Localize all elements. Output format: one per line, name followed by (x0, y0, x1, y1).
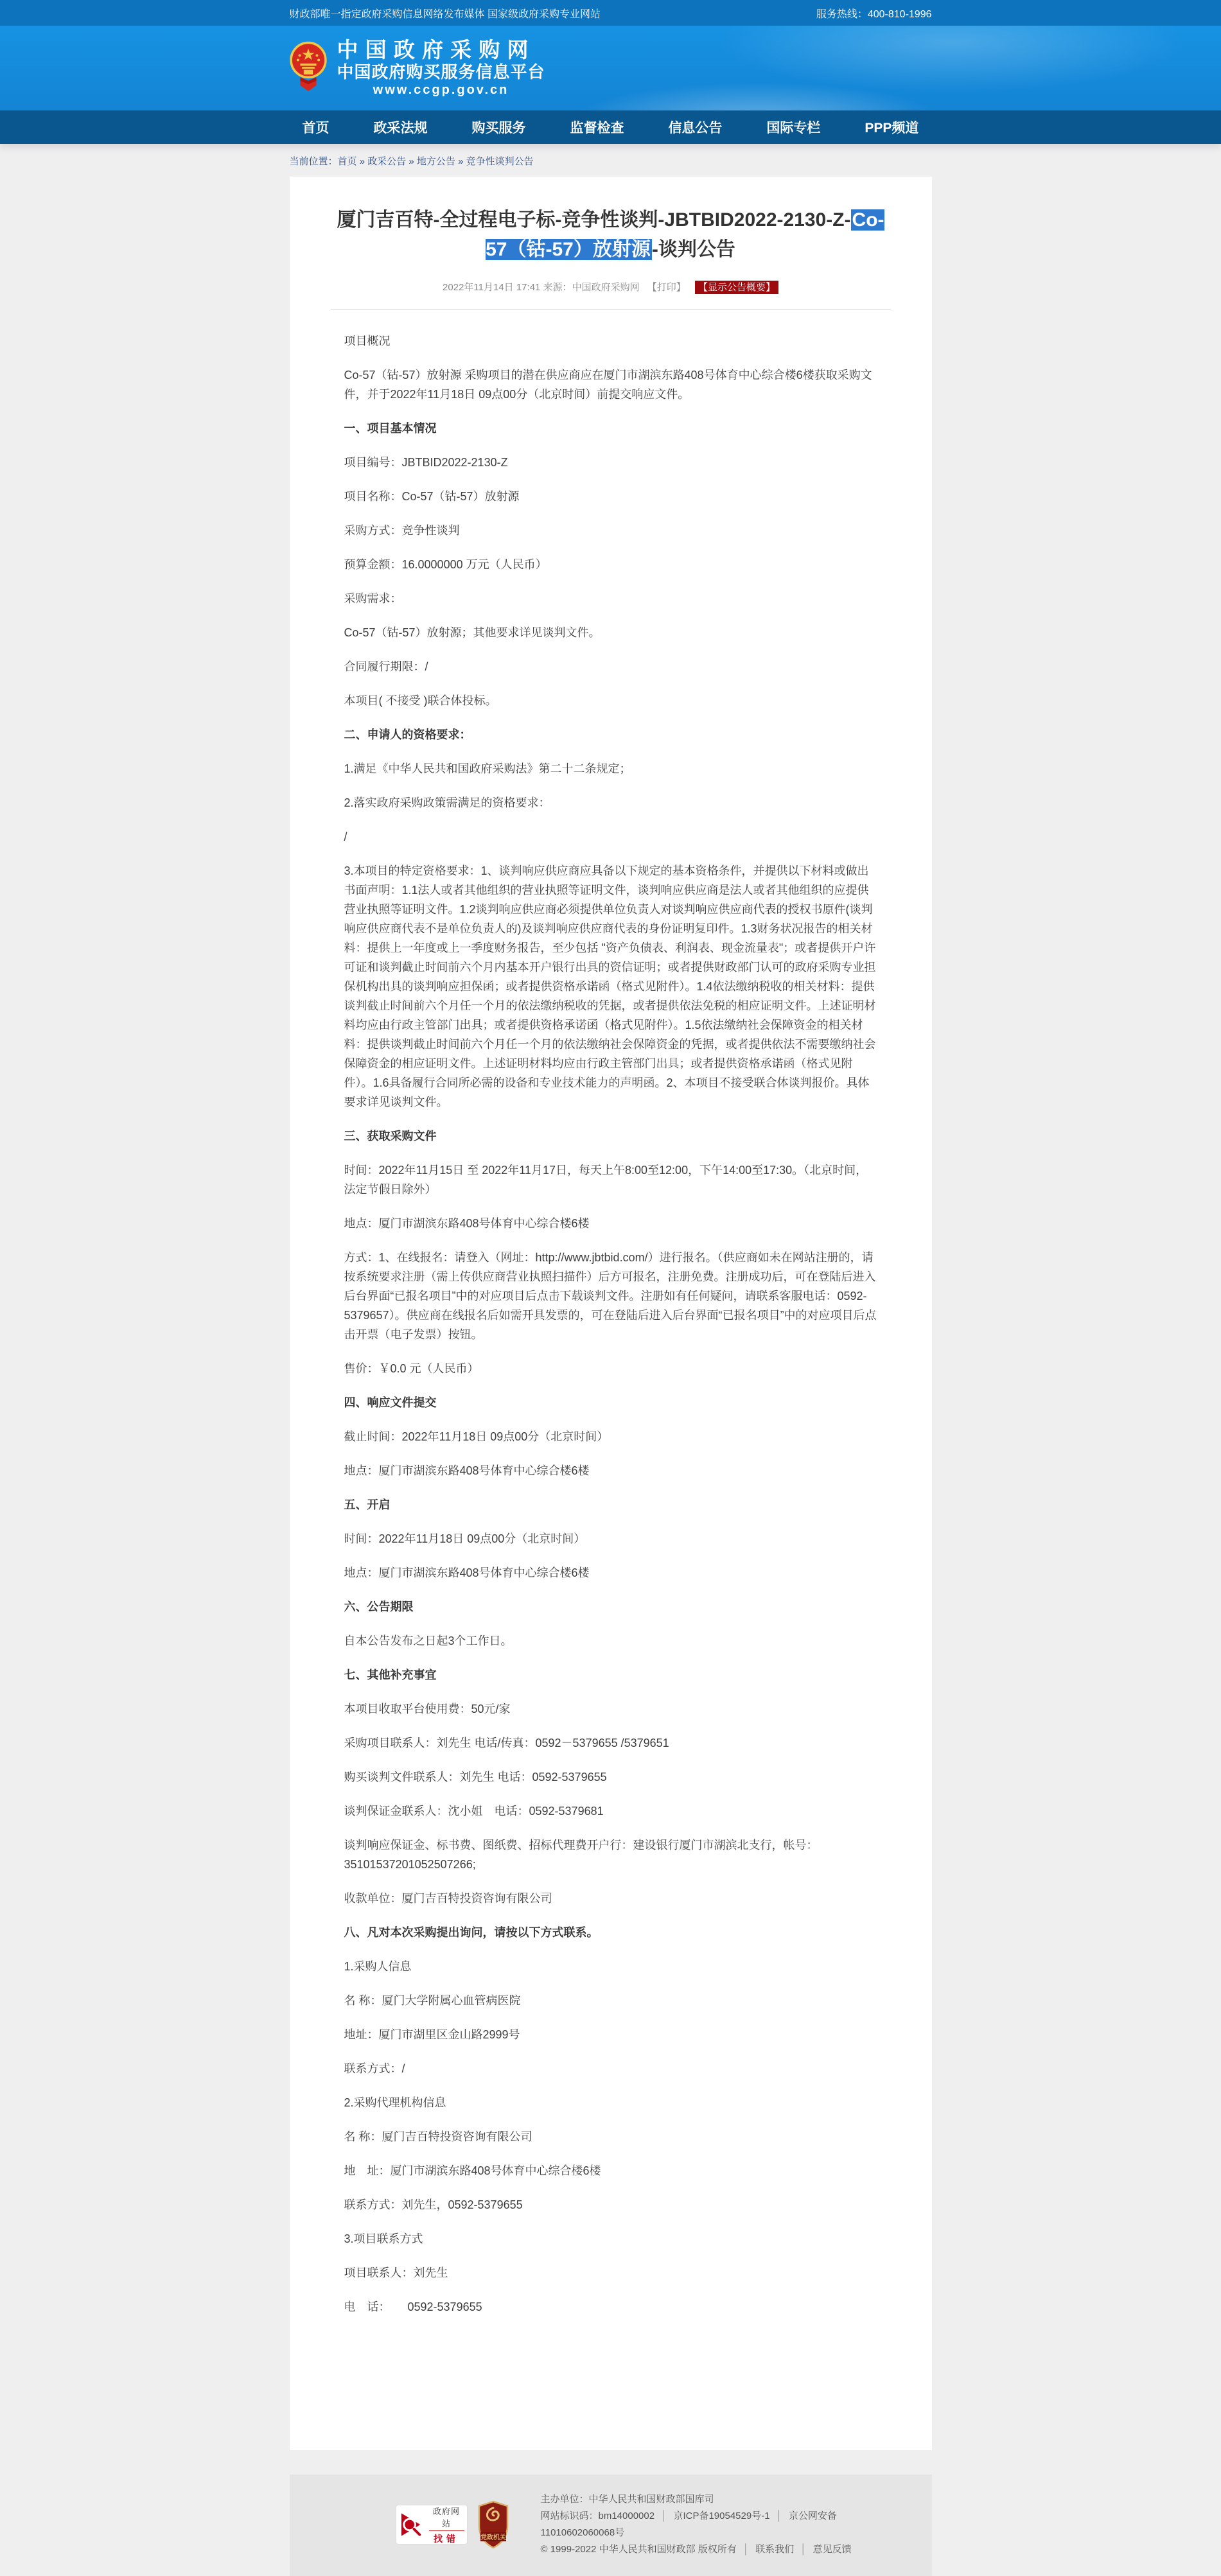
breadcrumb-item[interactable]: 首页 » (338, 156, 368, 167)
footer-copyright-line (541, 2541, 906, 2558)
service-hotline (816, 6, 932, 21)
article-paragraph: 2.落实政府采购政策需满足的资格要求： (344, 796, 550, 809)
article-source: 来源：中国政府采购网 (543, 282, 640, 293)
page-title (332, 206, 890, 265)
breadcrumb-label: 当前位置： (289, 156, 338, 167)
announcement-card (290, 177, 932, 2450)
hotline-label: 服务热线： (816, 8, 868, 20)
article-paragraph: 1.采购人信息 (344, 1960, 412, 1973)
print-button[interactable]: 【打印】 (647, 282, 686, 293)
national-emblem-logo (290, 40, 327, 96)
find-error-icon (399, 2510, 426, 2539)
article-paragraph: 3.本项目的特定资格要求：1、谈判响应供应商应具备以下规定的基本资格条件，并提供以下材料或做出书面声明：1.1法人或者其他组织的营业执照等证明文件，谈判响应供应商是法人或者其他组织的应提供营业执照等证明文件。1.2谈判响应供应商必须提供单位负责人对谈判响应供应商代表的授权书原件(谈判响应供应商代表不是单位负责人的)及谈判响应供应商代表的身份证明复印件。1.3财务状况报告的相关材料：提供上一年度或上一季度财务报告，至少包括 "资产负债表、利润表、现金流量表"；或者提供开户许可证和谈判截止时间前六个月内基本开户银行出具的资信证明；或者提供财政部门认可的政府采购专业担保机构出具的谈判响应担保函；或者提供资格承诺函（格式见附件）。1.4依法缴纳税收的相关材料：提供谈判截止时间前六个月任一个月的依法缴纳税收的凭据，或者提供依法免税的相应证明文件。上述证明材料均应由行政主管部门出具；或者提供资格承诺函（格式见附件）。1.5依法缴纳社会保障资金的相关材料：提供谈判截止时间前六个月任一个月的依法缴纳社会保障资金的凭据，或者提供依法不需要缴纳社会保障资金的相应证明文件。上述证明材料均应由行政主管部门出具；或者提供资格承诺函（格式见附件）。1.6具备履行合同所必需的设备和专业技术能力的声明函。2、本项目不接受联合体谈判报价。具体要求详见谈判文件。 (344, 864, 876, 1108)
article-paragraph: 2.采购代理机构信息 (344, 2096, 446, 2109)
article-paragraph: 地点：厦门市湖滨东路408号体育中心综合楼6楼 (344, 1464, 590, 1477)
article-paragraph: 项目名称：Co-57（钴-57）放射源 (344, 490, 520, 503)
icp-number: │ 京ICP备19054529号-1 (654, 2510, 769, 2521)
article-paragraph: 地 址：厦门市湖滨东路408号体育中心综合楼6楼 (344, 2164, 601, 2177)
article-paragraph: 本项目收取平台使用费：50元/家 (344, 1703, 511, 1715)
nav-item[interactable]: 首页 (302, 121, 329, 136)
article-paragraph: 名 称：厦门吉百特投资咨询有限公司 (344, 2130, 532, 2143)
article-paragraph: Co-57（钴-57）放射源 采购项目的潜在供应商应在厦门市湖滨东路408号体育中心综合楼6楼获取采购文件，并于2022年11月18日 09点00分（北京时间）前提交响应文件。 (344, 369, 872, 401)
copyright: © 1999-2022 中华人民共和国财政部 版权所有 (540, 2544, 737, 2555)
article-body (328, 331, 893, 2317)
main-navigation (0, 110, 1221, 144)
article-meta (328, 280, 893, 294)
site-subtitle: 中国政府购买服务信息平台 (337, 62, 545, 82)
article-paragraph: 预算金额：16.0000000 万元（人民币） (344, 558, 547, 571)
article-paragraph: 六、公告期限 (344, 1600, 414, 1613)
article-paragraph: 一、项目基本情况 (344, 422, 437, 435)
footer (290, 2475, 932, 2576)
meta-divider (331, 309, 891, 310)
footer-registrations (541, 2508, 906, 2541)
security-record-number: │ 京公网安备11010602060068号 (541, 2510, 837, 2538)
article-paragraph: 项目编号：JBTBID2022-2130-Z (344, 456, 508, 469)
article-paragraph: 联系方式：/ (344, 2062, 405, 2075)
site-code: 网站标识码：bm14000002 (540, 2510, 655, 2521)
find-error-line2: 找错 (434, 2533, 460, 2544)
breadcrumb-item[interactable]: 政采公告 » (367, 156, 417, 167)
title-text-pre: 厦门吉百特-全过程电子标-竞争性谈判-JBTBID2022-2130-Z- (337, 209, 851, 231)
title-highlight: Co-57（钴-57）放射源 (486, 209, 884, 260)
article-paragraph: 七、其他补充事宜 (344, 1669, 437, 1681)
article-paragraph: 售价：￥0.0 元（人民币） (344, 1362, 479, 1375)
article-paragraph: 1.满足《中华人民共和国政府采购法》第二十二条规定； (344, 762, 631, 775)
feedback-link[interactable]: │ 意见反馈 (794, 2544, 851, 2555)
article-paragraph: / (344, 830, 347, 843)
article-paragraph: 谈判响应保证金、标书费、图纸费、招标代理费开户行：建设银行厦门市湖滨北支行，帐号：35101537201052507266; (344, 1839, 818, 1871)
article-paragraph: 购买谈判文件联系人：刘先生 电话：0592-5379655 (344, 1771, 607, 1783)
title-text-post: -谈判公告 (651, 239, 735, 260)
nav-item[interactable]: 监督检查 (570, 121, 624, 136)
article-paragraph: 截止时间：2022年11月18日 09点00分（北京时间） (344, 1430, 609, 1443)
article-paragraph: 时间：2022年11月18日 09点00分（北京时间） (344, 1532, 586, 1545)
site-name: 中 国 政 府 采 购 网 (337, 38, 529, 62)
article-paragraph: 项目概况 (344, 335, 391, 347)
nav-item[interactable]: 购买服务 (471, 121, 526, 136)
show-summary-button[interactable]: 【显示公告概要】 (695, 281, 778, 294)
article-paragraph: 四、响应文件提交 (344, 1396, 437, 1409)
article-paragraph: 本项目( 不接受 )联合体投标。 (344, 694, 497, 707)
article-paragraph: 方式：1、在线报名：请登入（网址：http://www.jbtbid.com/）进行报名。（供应商如未在网站注册的，请按系统要求注册（需上传供应商营业执照扫描件）后方可报名，注册免费。注册成功后，可在登陆后进入后台界面“已报名项目”中的对应项目后点击下载谈判文件。注册如有任何疑问，请联系客服电话：0592-5379657）。供应商在线报名后如需开具发票的，可在登陆后进入后台界面“已报名项目”中的对应项目后点击开票（电子发票）按钮。 (344, 1251, 877, 1341)
article-paragraph: 采购需求： (344, 592, 402, 605)
nav-item[interactable]: 国际专栏 (766, 121, 821, 136)
article-paragraph: 地址：厦门市湖里区金山路2999号 (344, 2028, 520, 2041)
article-paragraph: 三、获取采购文件 (344, 1130, 437, 1143)
article-paragraph: 合同履行期限：/ (344, 660, 428, 673)
gov-site-find-error-badge[interactable] (396, 2505, 468, 2545)
article-paragraph: 二、申请人的资格要求： (344, 728, 471, 741)
article-paragraph: 八、凡对本次采购提出询问，请按以下方式联系。 (344, 1926, 599, 1939)
site-url: www.ccgp.gov.cn (373, 83, 509, 97)
find-error-line1: 政府网站 (429, 2505, 464, 2531)
hotline-number: 400-810-1996 (867, 8, 932, 20)
breadcrumb-item[interactable]: 竞争性谈判公告 (466, 156, 534, 167)
site-brand (337, 39, 545, 98)
article-paragraph: 地点：厦门市湖滨东路408号体育中心综合楼6楼 (344, 1566, 590, 1579)
article-paragraph: 联系方式：刘先生，0592-5379655 (344, 2198, 523, 2211)
article-paragraph: 名 称：厦门大学附属心血管病医院 (344, 1994, 521, 2007)
find-error-text (429, 2505, 464, 2545)
footer-sponsor: 主办单位：中华人民共和国财政部国库司 (540, 2494, 714, 2505)
top-utility-bar (0, 0, 1221, 26)
article-paragraph: 地点：厦门市湖滨东路408号体育中心综合楼6楼 (344, 1217, 590, 1230)
article-paragraph: 3.项目联系方式 (344, 2232, 423, 2245)
article-paragraph: 谈判保证金联系人：沈小姐 电话：0592-5379681 (344, 1805, 604, 1818)
article-paragraph: 自本公告发布之日起3个工作日。 (344, 1634, 513, 1647)
article-paragraph: 五、开启 (344, 1498, 391, 1511)
nav-item[interactable]: 信息公告 (668, 121, 723, 136)
article-paragraph: 收款单位：厦门吉百特投资咨询有限公司 (344, 1892, 552, 1905)
article-paragraph: 采购项目联系人：刘先生 电话/传真：0592－5379655 /5379651 (344, 1737, 669, 1749)
footer-logos (396, 2500, 510, 2549)
article-paragraph: 项目联系人：刘先生 (344, 2266, 448, 2279)
breadcrumb-item[interactable]: 地方公告 » (417, 156, 466, 167)
nav-item[interactable]: 政采法规 (373, 121, 428, 136)
nav-item[interactable]: PPP频道 (865, 121, 919, 136)
contact-us-link[interactable]: │ 联系我们 (737, 2544, 794, 2555)
site-banner (0, 26, 1221, 110)
breadcrumb (290, 154, 932, 168)
article-paragraph: 时间：2022年11月15日 至 2022年11月17日，每天上午8:00至12:00，下午14:00至17:30。（北京时间，法定节假日除外） (344, 1164, 868, 1196)
party-badge-label: 党政机关 (480, 2534, 506, 2541)
article-paragraph: Co-57（钴-57）放射源；其他要求详见谈判文件。 (344, 626, 601, 639)
site-slogan: 财政部唯一指定政府采购信息网络发布媒体 国家级政府采购专业网站 (289, 8, 601, 20)
article-paragraph: 电 话： 0592-5379655 (344, 2300, 482, 2313)
party-government-badge[interactable] (477, 2500, 510, 2549)
publish-datetime: 2022年11月14日 17:41 (443, 282, 541, 293)
article-paragraph: 采购方式：竞争性谈判 (344, 524, 460, 537)
footer-text (541, 2491, 906, 2558)
